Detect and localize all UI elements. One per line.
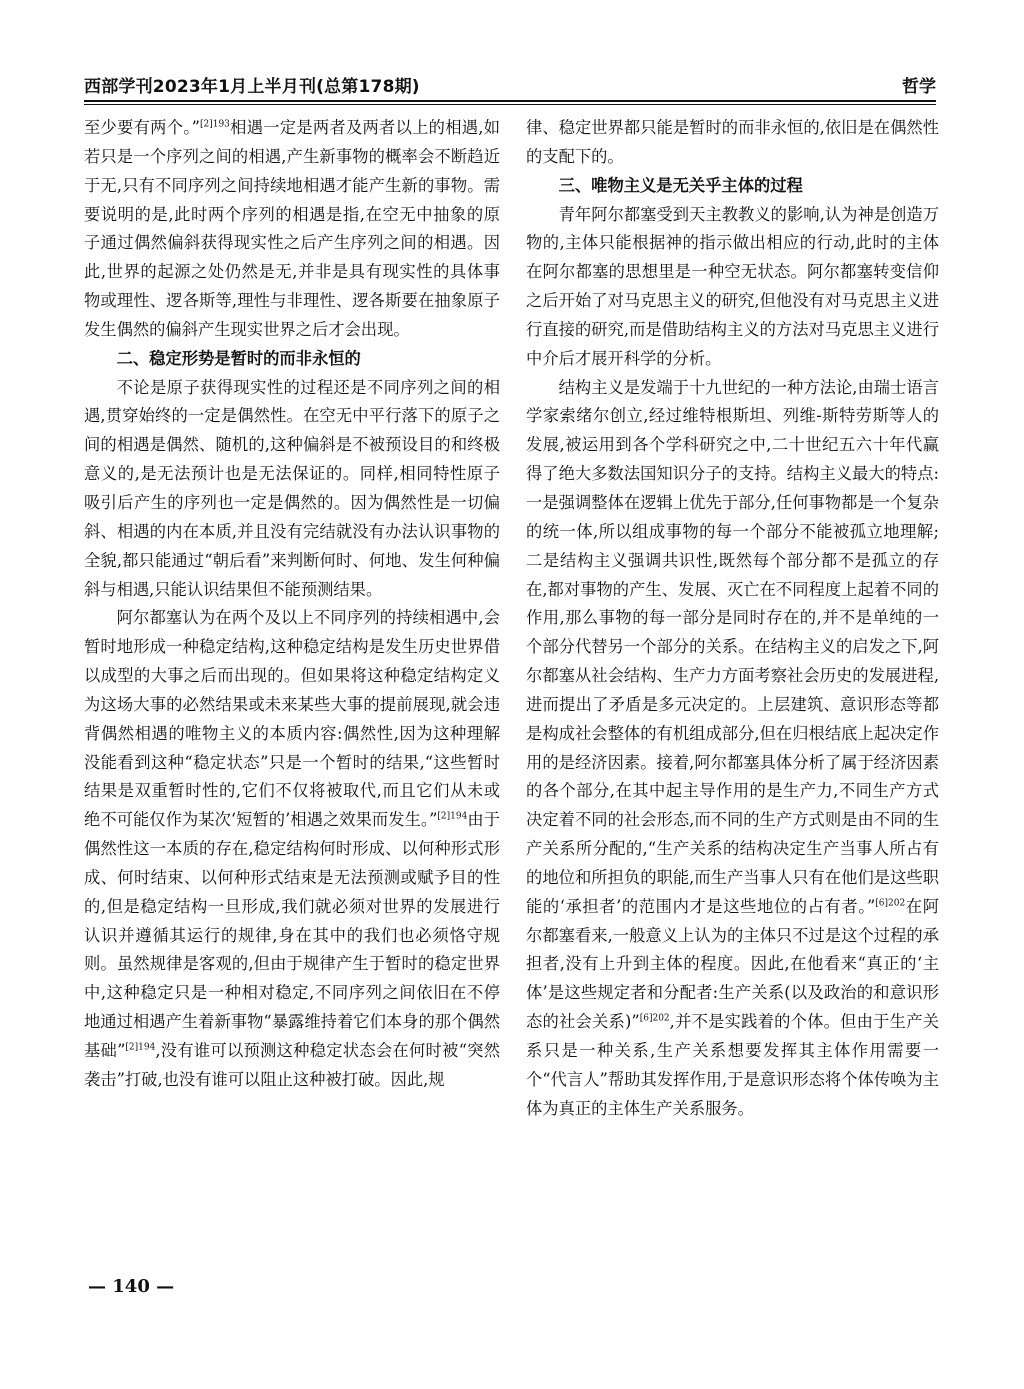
citation-ref: [2]194: [437, 811, 468, 822]
paragraph: 青年阿尔都塞受到天主教教义的影响,认为神是创造万物的,主体只能根据神的指示做出相应的行动,此时的主体在阿尔都塞的思想里是一种空无状态。阿尔都塞转变信仰之后开始了对马克思主义的研究,但他没有对马克思主义进行直接的研究,而是借助结构主义的方法对马克思主义进行中介后才展开科学的分析。: [526, 204, 939, 368]
citation-ref: [6]202: [875, 898, 906, 909]
section-heading: 三、唯物主义是无关乎主体的过程: [558, 175, 803, 195]
header-rule-thick: [84, 100, 936, 102]
section-label: 哲学: [902, 77, 936, 97]
page-header: [84, 66, 936, 100]
journal-title: 西部学刊2023年1月上半月刊(总第178期): [84, 77, 420, 97]
header-rule-thin: [84, 104, 936, 105]
citation-ref: [2]193: [199, 119, 230, 130]
section-heading: 二、稳定形势是暂时的而非永恒的: [116, 348, 361, 368]
left-column: [84, 114, 500, 1095]
paragraph: 阿尔都塞认为在两个及以上不同序列的持续相遇中,会暂时地形成一种稳定结构,这种稳定结构是发生历史世界借以成型的大事之后而出现的。但如果将这种稳定结构定义为这场大事的必然结果或未来某些大事的提前展现,就会违背偶然相遇的唯物主义的本质内容:偶然性,因为这种理解没能看到这种“稳定状态”只是一个暂时的结果,“这些暂时结果是双重暂时性的,它们不仅将被取代,而且它们从未或绝不可能仅作为某次‘短暂的’相遇之效果而发生。”$^{[2]194}$由于偶然性这一本质的存在,稳定结构何时形成、以何种形式形成、何时结束、以何种形式结束是无法预测或赋予目的性的,但是稳定结构一旦形成,我们就必须对世界的发展进行认识并遵循其运行的规律,身在其中的我们也必须恪守规则。虽然规律是客观的,但由于规律产生于暂时的稳定世界中,这种稳定只是一种相对稳定,不同序列之间依旧在不停地通过相遇产生着新事物“暴露维持着它们本身的那个偶然基础”$^{[2]194}$,没有谁可以预测这种稳定状态会在何时被“突然袭击”打破,也没有谁可以阻止这种被打破。因此,规: [84, 608, 500, 1089]
page-number: — 140 —: [88, 1276, 175, 1297]
paragraph: 至少要有两个。”$^{[2]193}$相遇一定是两者及两者以上的相遇,如若只是一个序列之间的相遇,产生新事物的概率会不断趋近于无,只有不同序列之间持续地相遇才能产生新的事物。需要说明的是,此时两个序列的相遇是指,在空无中抽象的原子通过偶然偏斜获得现实性之后产生序列之间的相遇。因此,世界的起源之处仍然是无,并非是具有现实性的具体事物或理性、逻各斯等,理性与非理性、逻各斯要在抽象原子发生偶然的偏斜产生现实世界之后才会出现。: [84, 118, 500, 339]
right-column: [526, 114, 939, 1124]
paragraph: 律、稳定世界都只能是暂时的而非永恒的,依旧是在偶然性的支配下的。: [526, 118, 939, 166]
paragraph: 结构主义是发端于十九世纪的一种方法论,由瑞士语言学家索绪尔创立,经过维特根斯坦、列维-斯特劳斯等人的发展,被运用到各个学科研究之中,二十世纪五六十年代赢得了绝大多数法国知识分子的支持。结构主义最大的特点:一是强调整体在逻辑上优先于部分,任何事物都是一个复杂的统一体,所以组成事物的每一个部分不能被孤立地理解;二是结构主义强调共识性,既然每个部分都不是孤立的存在,都对事物的产生、发展、灭亡在不同程度上起着不同的作用,那么事物的每一部分是同时存在的,并不是单纯的一个部分代替另一个部分的关系。在结构主义的启发之下,阿尔都塞从社会结构、生产力方面考察社会历史的发展进程,进而提出了矛盾是多元决定的。上层建筑、意识形态等都是构成社会整体的有机组成部分,但在归根结底上起决定作用的是经济因素。接着,阿尔都塞具体分析了属于经济因素的各个部分,在其中起主导作用的是生产力,不同生产方式决定着不同的社会形态,而不同的生产方式则是由不同的生产关系所分配的,“生产关系的结构决定生产当事人所占有的地位和所担负的职能,而生产当事人只有在他们是这些职能的‘承担者’的范围内才是这些地位的占有者。”$^{[6]202}$在阿尔都塞看来,一般意义上认为的主体只不过是这个过程的承担者,没有上升到主体的程度。因此,在他看来“真正的‘主体’是这些规定者和分配者:生产关系(以及政治的和意识形态的社会关系)”$^{[6]202}$,并不是实践着的个体。但由于生产关系只是一种关系,生产关系想要发挥其主体作用需要一个“代言人”帮助其发挥作用,于是意识形态将个体传唤为主体为真正的主体生产关系服务。: [526, 377, 939, 1118]
citation-ref: [6]202: [639, 1013, 670, 1024]
paragraph: 不论是原子获得现实性的过程还是不同序列之间的相遇,贯穿始终的一定是偶然性。在空无中平行落下的原子之间的相遇是偶然、随机的,这种偏斜是不被预设目的和终极意义的,是无法预计也是无法保证的。同样,相同特性原子吸引后产生的序列也一定是偶然的。因为偶然性是一切偏斜、相遇的内在本质,并且没有完结就没有办法认识事物的全貌,都只能通过“朝后看”来判断何时、何地、发生何种偏斜与相遇,只能认识结果但不能预测结果。: [84, 377, 500, 599]
citation-ref: [2]194: [125, 1042, 156, 1053]
